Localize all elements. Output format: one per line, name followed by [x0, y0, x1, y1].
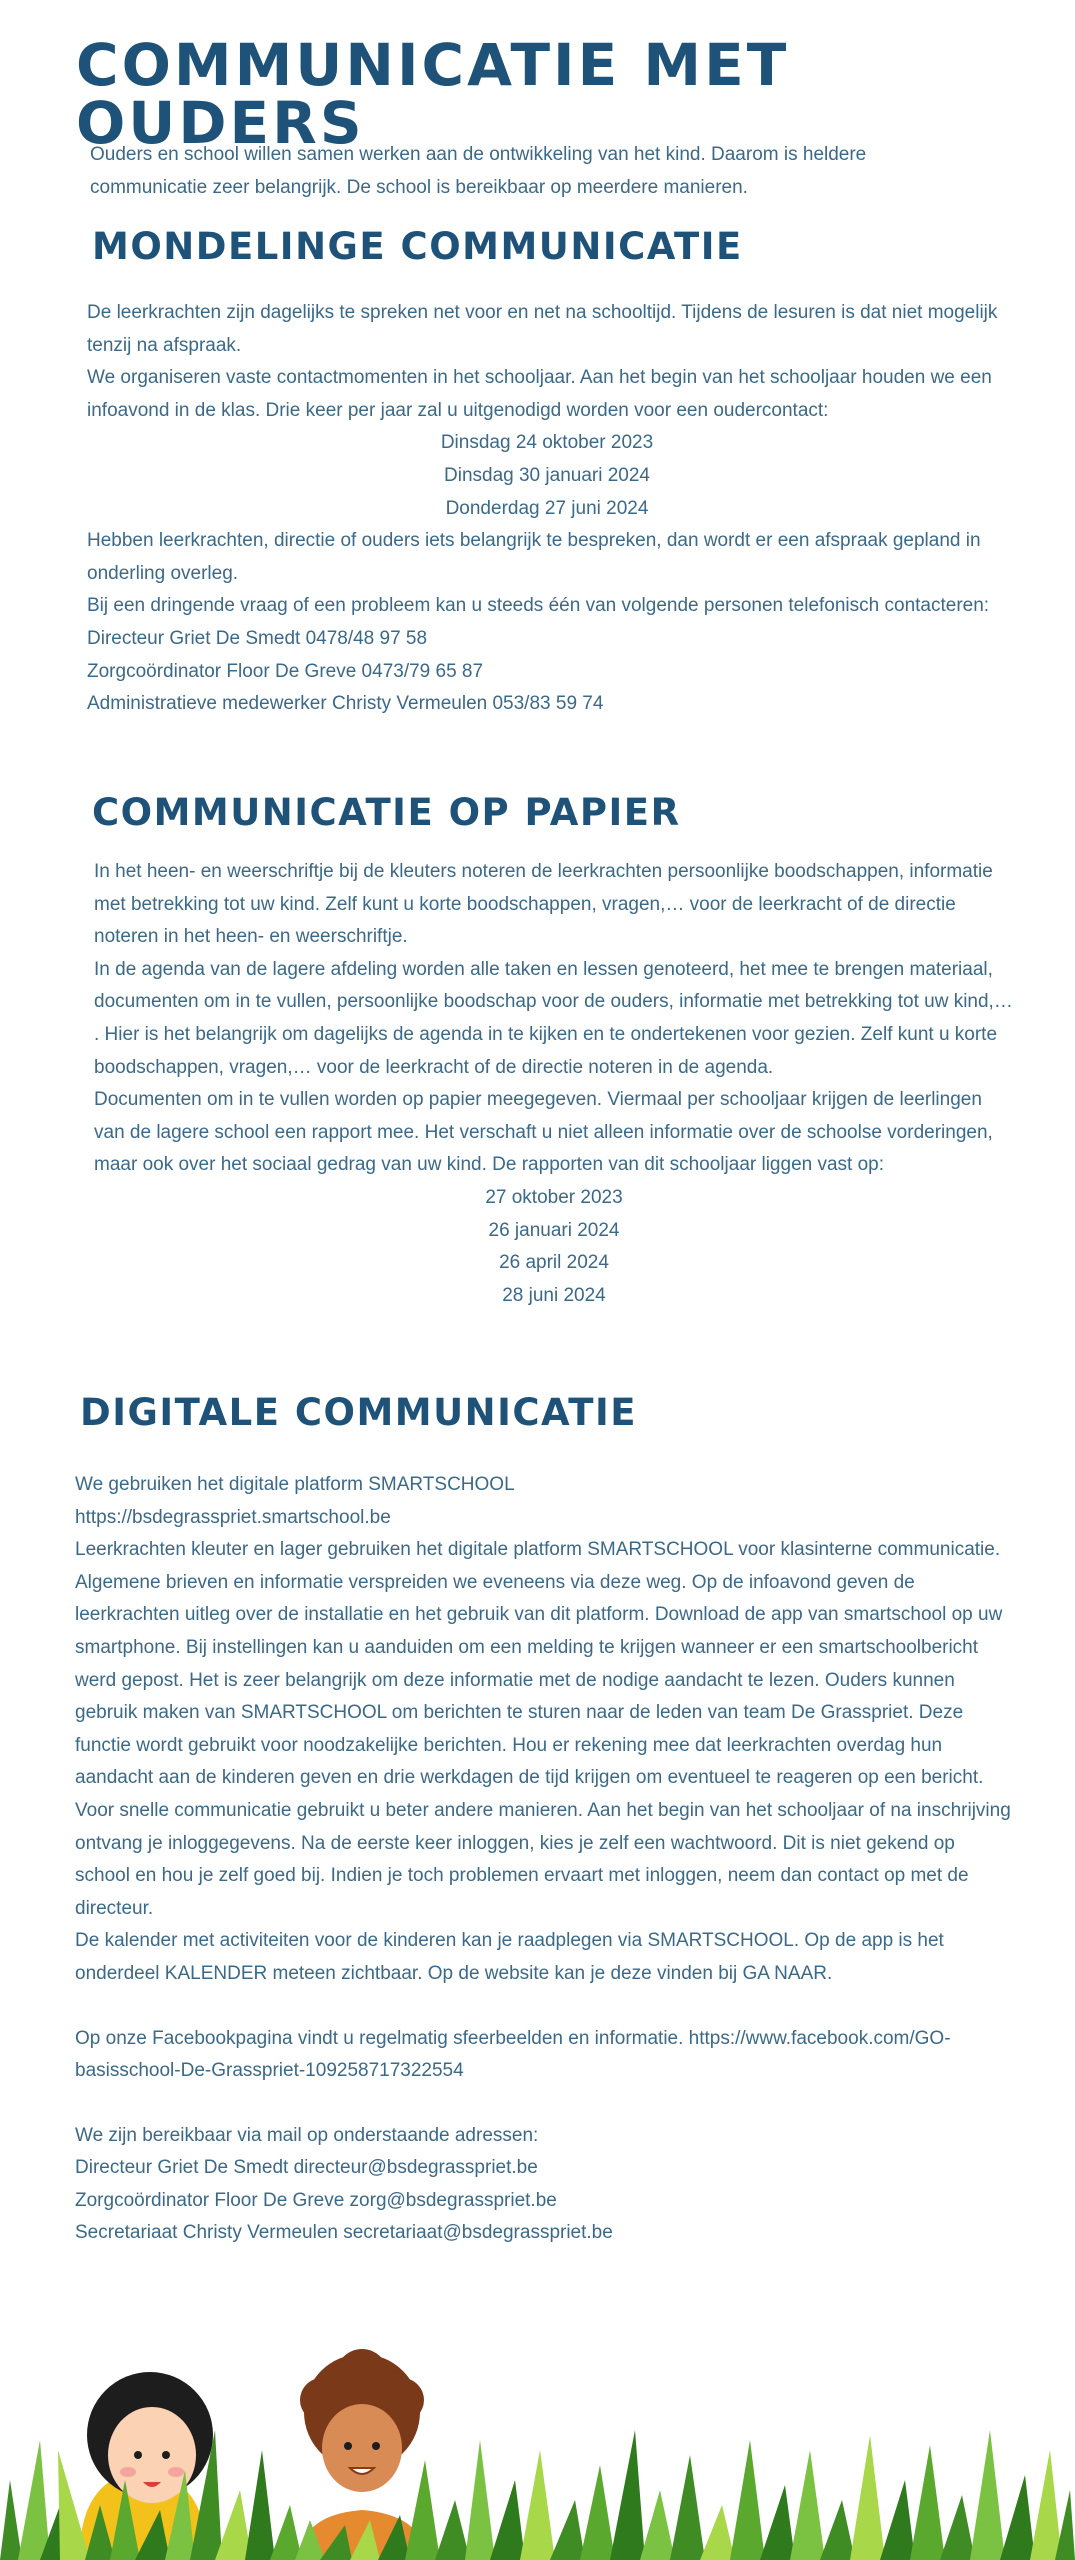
section-heading-papier: COMMUNICATIE OP PAPIER	[92, 791, 681, 834]
paragraph: In de agenda van de lagere afdeling worden alle taken en lessen genoteerd, het mee te brengen materiaal, documenten om in te vullen, persoonlijke boodschap voor de ouders, informatie met betrekking tot uw kind,… . Hier is het belangrijk om dagelijks de agenda in te kijken en te ondertekenen voor gezien. Zelf kunt u korte boodschappen, vragen,… voor de leerkracht of de directie noteren in de agenda.	[94, 958, 1013, 1078]
contact-line: Administratieve medewerker Christy Vermeulen 053/83 59 74	[87, 693, 604, 715]
paragraph: We zijn bereikbaar via mail op onderstaande adressen:	[75, 2124, 539, 2146]
mail-line: Directeur Griet De Smedt directeur@bsdegrasspriet.be	[75, 2157, 538, 2179]
paragraph: Hebben leerkrachten, directie of ouders iets belangrijk te bespreken, dan wordt er een afspraak gepland in onderling overleg.	[87, 530, 981, 584]
grass-children-illustration	[0, 2330, 1075, 2560]
date-item: Dinsdag 30 januari 2024	[444, 464, 650, 486]
paragraph: In het heen- en weerschriftje bij de kleuters noteren de leerkrachten persoonlijke boodschappen, informatie met betrekking tot uw kind. Zelf kunt u korte boodschappen, vragen,… voor de leerkracht of de directie noteren in het heen- en weerschriftje.	[94, 861, 993, 948]
date-item: 28 juni 2024	[502, 1284, 606, 1306]
contact-line: Directeur Griet De Smedt 0478/48 97 58	[87, 627, 428, 649]
mail-line: Secretariaat Christy Vermeulen secretariaat@bsdegrasspriet.be	[75, 2222, 613, 2244]
paragraph: Bij een dringende vraag of een probleem kan u steeds één van volgende personen telefonisch contacteren:	[87, 595, 990, 617]
paragraph: Leerkrachten kleuter en lager gebruiken het digitale platform SMARTSCHOOL voor klasinterne communicatie. Algemene brieven en informatie verspreiden we eveneens via deze weg. Op de infoavond geven de leerkrachten uitleg over de installatie en het gebruik van dit platform. Download de app van smartschool op uw smartphone. Bij instellingen kan u aanduiden om een melding te krijgen wanneer er een smartschoolbericht werd gepost. Het is zeer belangrijk om deze informatie met de nodige aandacht te lezen. Ouders kunnen gebruik maken van SMARTSCHOOL om berichten te sturen naar de leden van team De Grasspriet. Deze functie wordt gebruikt voor noodzakelijke berichten. Hou er rekening mee dat leerkrachten overdag hun aandacht aan de kinderen geven en drie werkdagen de tijd krijgen om eventueel te reageren op een bericht. Voor snelle communicatie gebruikt u beter andere manieren. Aan het begin van het schooljaar of na inschrijving ontvang je inloggegevens. Na de eerste keer inloggen, kies je zelf een wachtwoord. Dit is niet gekend op school en hou je zelf goed bij. Indien je toch problemen ervaart met inloggen, neem dan contact op met de directeur.	[75, 1539, 1011, 1919]
date-item: Donderdag 27 juni 2024	[445, 497, 649, 519]
paragraph: Documenten om in te vullen worden op papier meegegeven. Viermaal per schooljaar krijgen de leerlingen van de lagere school een rapport mee. Het verschaft u niet alleen informatie over de schoolse vorderingen, maar ook over het sociaal gedrag van uw kind. De rapporten van dit schooljaar liggen vast op:	[94, 1089, 993, 1176]
date-item: 26 april 2024	[499, 1252, 609, 1274]
date-item: 27 oktober 2023	[485, 1186, 623, 1208]
paragraph: De leerkrachten zijn dagelijks te spreken net voor en net na schooltijd. Tijdens de lesuren is dat niet mogelijk tenzij na afspraak.	[87, 302, 998, 356]
contact-line: Zorgcoördinator Floor De Greve 0473/79 65 87	[87, 660, 484, 682]
section-papier	[94, 856, 1014, 1312]
intro-paragraph: Ouders en school willen samen werken aan de ontwikkeling van het kind. Daarom is heldere communicatie zeer belangrijk. De school is bereikbaar op meerdere manieren.	[90, 144, 867, 198]
section-digitaal	[75, 1469, 1015, 2250]
section-heading-digitaal: DIGITALE COMMUNICATIE	[80, 1391, 638, 1434]
smartschool-link[interactable]: https://bsdegrasspriet.smartschool.be	[75, 1506, 391, 1528]
boy-figure	[300, 2349, 425, 2560]
mail-line: Zorgcoördinator Floor De Greve zorg@bsdegrasspriet.be	[75, 2189, 557, 2211]
facebook-paragraph: Op onze Facebookpagina vindt u regelmatig sfeerbeelden en informatie. https://www.facebook.com/GO-basisschool-De-Grasspriet-109258717322554	[75, 2027, 951, 2082]
intro-text	[90, 139, 970, 204]
paragraph: De kalender met activiteiten voor de kinderen kan je raadplegen via SMARTSCHOOL. Op de app is het onderdeel KALENDER meteen zichtbaar. Op de website kan je deze vinden bij GA NAAR.	[75, 1930, 944, 1984]
date-item: Dinsdag 24 oktober 2023	[440, 432, 654, 454]
section-heading-mondeling: MONDELINGE COMMUNICATIE	[92, 225, 743, 268]
date-item: 26 januari 2024	[488, 1219, 620, 1241]
section-mondeling	[87, 297, 1007, 721]
paragraph: We gebruiken het digitale platform SMARTSCHOOL	[75, 1474, 515, 1495]
paragraph: We organiseren vaste contactmomenten in het schooljaar. Aan het begin van het schooljaar houden we een infoavond in de klas. Drie keer per jaar zal u uitgenodigd worden voor een oudercontact:	[87, 367, 992, 421]
page-title: COMMUNICATIE MET OUDERS	[76, 31, 790, 157]
